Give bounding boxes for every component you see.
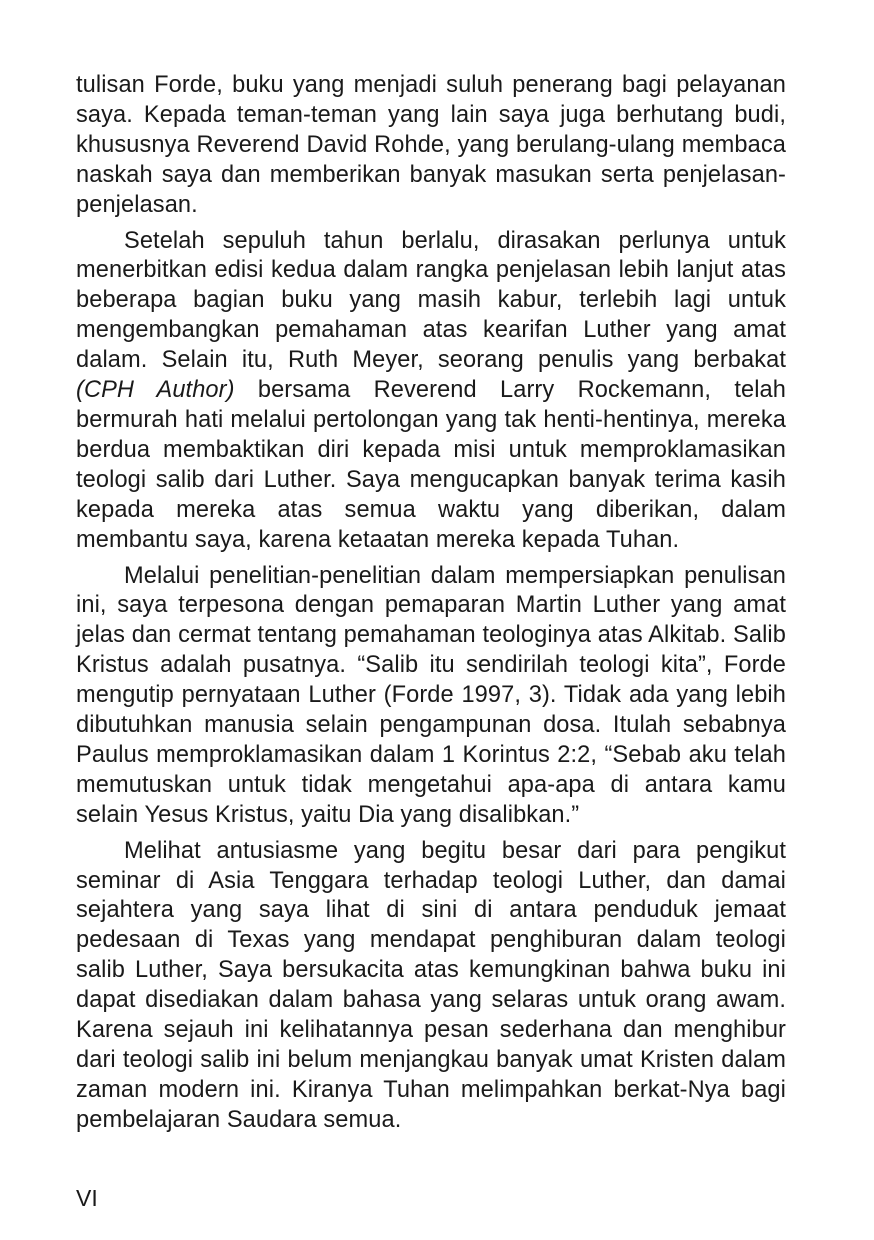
paragraph-2-start: Setelah sepuluh tahun berlalu, dirasakan perlunya untuk menerbitkan edisi kedua dalam rangka penjelasan lebih lanjut atas beberapa bagian buku yang masih kabur, terlebih lagi untuk mengembangkan pemahaman atas kearifan Luther yang amat dalam. Selain itu, Ruth Meyer, seorang penulis yang berbakat bbox=[76, 227, 786, 374]
page-body bbox=[76, 71, 786, 1142]
page-number: VI bbox=[76, 1185, 98, 1211]
paragraph-1: tulisan Forde, buku yang menjadi suluh penerang bagi pelayanan saya. Kepada teman-teman yang lain saya juga berhutang budi, khususnya Reverend David Rohde, yang berulang-ulang membaca naskah saya dan memberikan banyak masukan serta penjelasan-penjelasan. bbox=[76, 72, 786, 218]
paragraph-2-end: bersama Reverend Larry Rockemann, telah bermurah hati melalui pertolongan yang tak henti-hentinya, mereka berdua membaktikan diri kepada misi untuk memproklamasikan teologi salib dari Luther. Saya mengucapkan banyak terima kasih kepada mereka atas semua waktu yang diberikan, dalam membantu saya, karena ketaatan mereka kepada Tuhan. bbox=[76, 377, 786, 553]
paragraph-4: Melihat antusiasme yang begitu besar dari para pengikut seminar di Asia Tenggara terhadap teologi Luther, dan damai sejahtera yang saya lihat di sini di antara penduduk jemaat pedesaan di Texas yang mendapat penghiburan dalam teologi salib Luther, Saya bersukacita atas kemungkinan bahwa buku ini dapat disediakan dalam bahasa yang selaras untuk orang awam. Karena sejauh ini kelihatannya pesan sederhana dan menghibur dari teologi salib ini belum menjangkau banyak umat Kristen dalam zaman modern ini. Kiranya Tuhan melimpahkan berkat-Nya bagi pembelajaran Saudara semua. bbox=[76, 837, 786, 1133]
paragraph-2 bbox=[76, 227, 786, 556]
paragraph-3: Melalui penelitian-penelitian dalam mempersiapkan penulisan ini, saya terpesona dengan pemaparan Martin Luther yang amat jelas dan cermat tentang pemahaman teologinya atas Alkitab. Salib Kristus adalah pusatnya. “Salib itu sendirilah teologi kita”, Forde mengutip pernyataan Luther (Forde 1997, 3). Tidak ada yang lebih dibutuhkan manusia selain pengampunan dosa. Itulah sebabnya Paulus memproklamasikan dalam 1 Korintus 2:2, “Sebab aku telah memutuskan untuk tidak mengetahui apa-apa di antara kamu selain Yesus Kristus, yaitu Dia yang disalibkan.” bbox=[76, 562, 786, 828]
paragraph-2-italic: (CPH Author) bbox=[76, 377, 235, 404]
